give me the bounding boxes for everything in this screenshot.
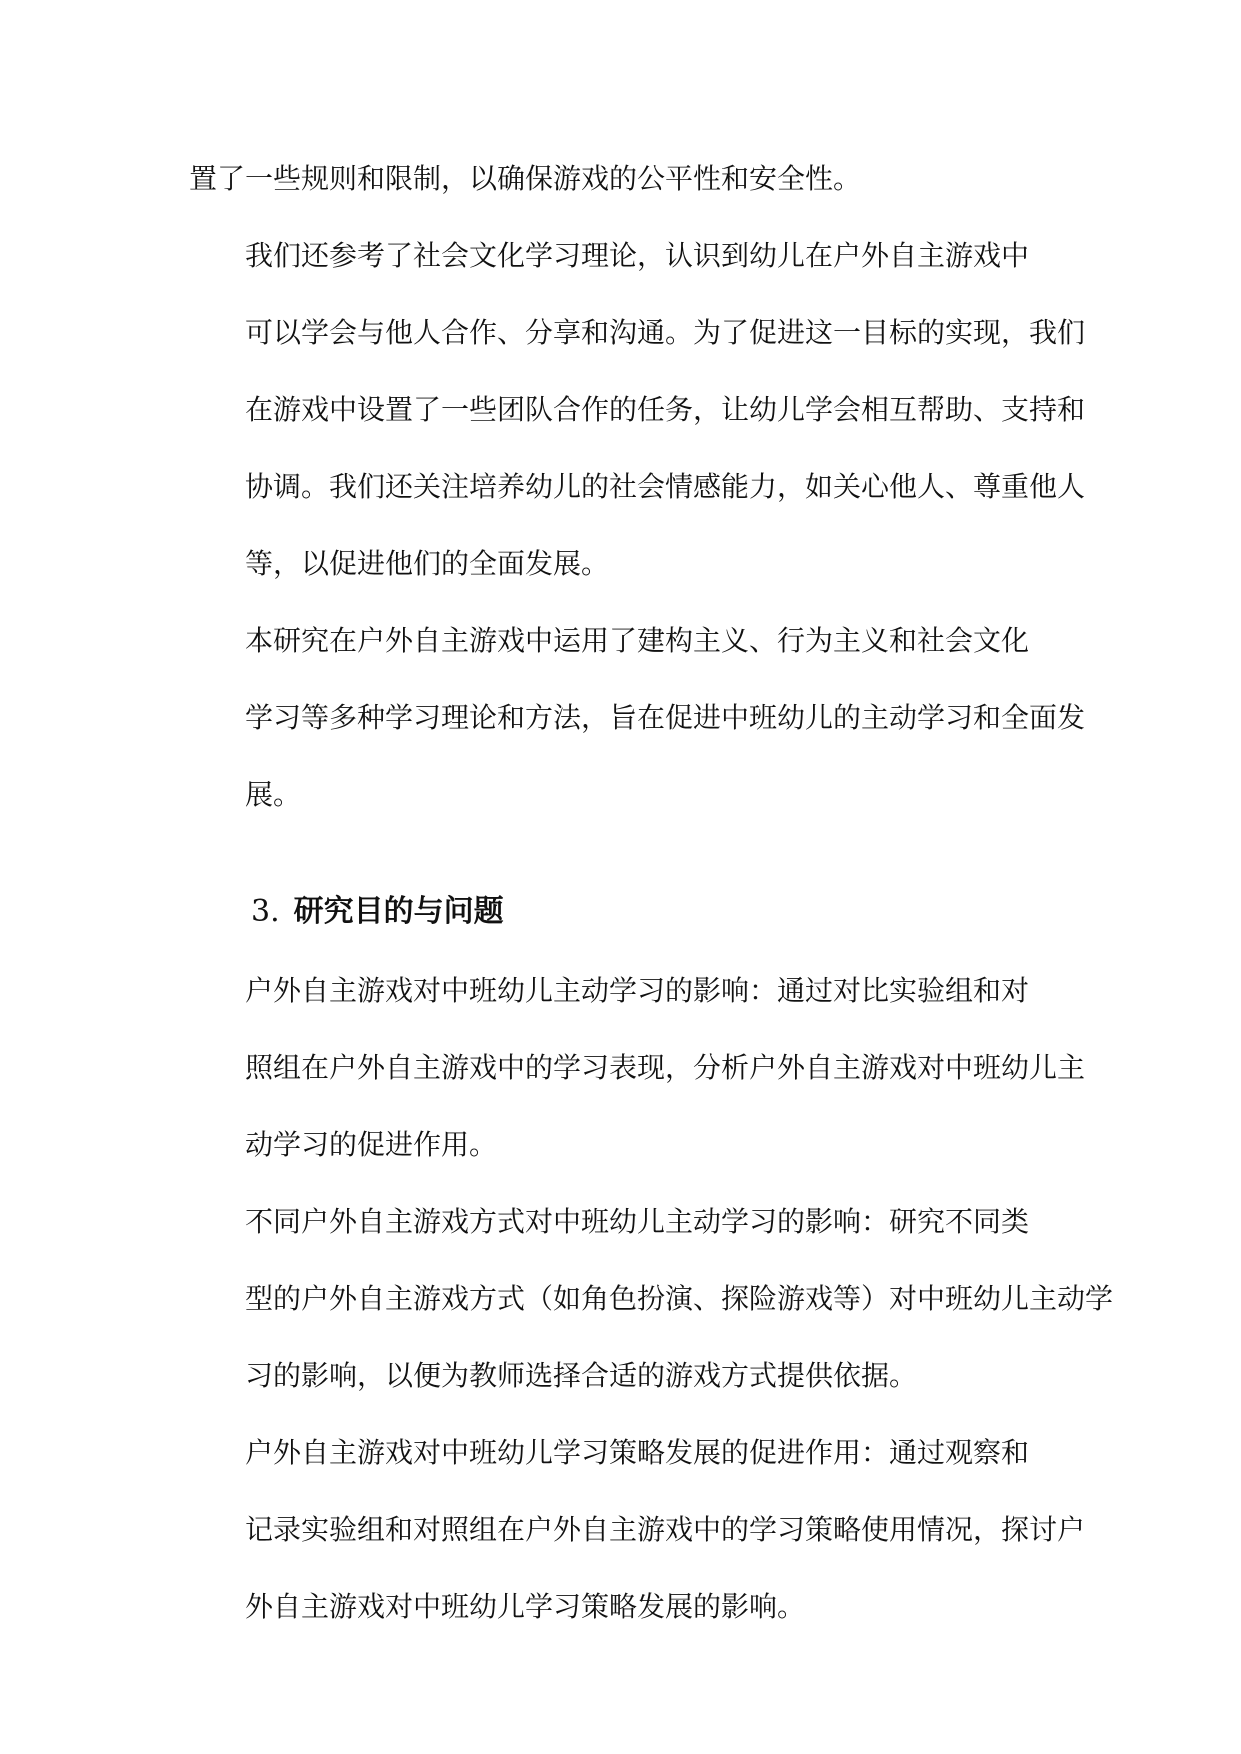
- paragraph-rules-continuation: [189, 140, 1055, 217]
- text-line: 习的影响，以便为教师选择合适的游戏方式提供依据。: [245, 1359, 918, 1392]
- text-line: 户外自主游戏对中班幼儿主动学习的影响：通过对比实验组和对: [245, 974, 1030, 1007]
- text-line: 可以学会与他人合作、分享和沟通。为了促进这一目标的实现，我们: [245, 316, 1086, 349]
- text-line: 学习等多种学习理论和方法，旨在促进中班幼儿的主动学习和全面发: [245, 701, 1086, 734]
- text-line: 不同户外自主游戏方式对中班幼儿主动学习的影响：研究不同类: [245, 1205, 1030, 1238]
- text-line: 本研究在户外自主游戏中运用了建构主义、行为主义和社会文化: [245, 624, 1030, 657]
- paragraph-objective-1: [189, 952, 1086, 1183]
- section-title: 研究目的与问题: [293, 894, 504, 929]
- text-line: 照组在户外自主游戏中的学习表现，分析户外自主游戏对中班幼儿主: [245, 1051, 1086, 1084]
- text-line: 型的户外自主游戏方式（如角色扮演、探险游戏等）对中班幼儿主动学: [245, 1282, 1114, 1315]
- document-body: [189, 140, 1114, 1645]
- text-line: 户外自主游戏对中班幼儿学习策略发展的促进作用：通过观察和: [245, 1436, 1030, 1469]
- section-heading: [189, 873, 1055, 950]
- paragraph-objective-3: [189, 1414, 1086, 1645]
- text-line: 记录实验组和对照组在户外自主游戏中的学习策略使用情况，探讨户: [245, 1513, 1086, 1546]
- text-line: 等，以促进他们的全面发展。: [245, 547, 610, 580]
- text-line: 协调。我们还关注培养幼儿的社会情感能力，如关心他人、尊重他人: [245, 470, 1086, 503]
- text-line: 我们还参考了社会文化学习理论，认识到幼儿在户外自主游戏中: [245, 239, 1030, 272]
- section-number: 3.: [251, 894, 280, 929]
- text-line: 在游戏中设置了一些团队合作的任务，让幼儿学会相互帮助、支持和: [245, 393, 1086, 426]
- text-line: 置了一些规则和限制，以确保游戏的公平性和安全性。: [189, 162, 862, 195]
- text-line: 外自主游戏对中班幼儿学习策略发展的影响。: [245, 1590, 806, 1623]
- text-line: 动学习的促进作用。: [245, 1128, 498, 1161]
- paragraph-objective-2: [189, 1183, 1114, 1414]
- paragraph-research-summary: [189, 602, 1086, 833]
- paragraph-sociocultural-theory: [189, 217, 1086, 602]
- text-line: 展。: [245, 778, 302, 811]
